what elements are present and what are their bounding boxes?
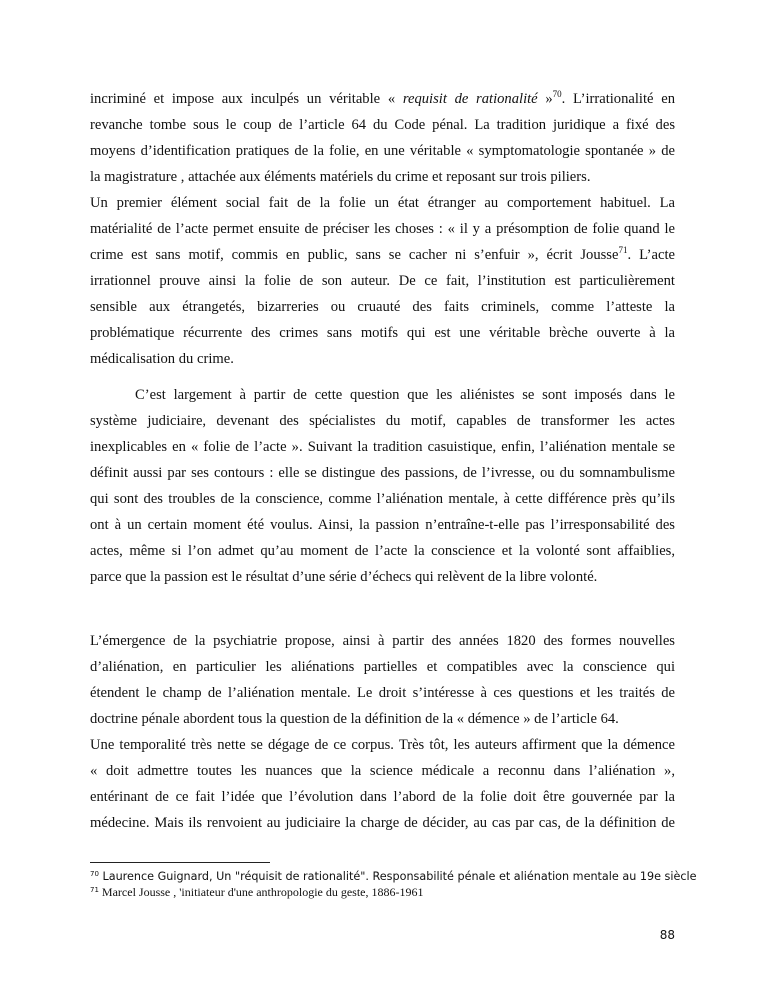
body-line-7: crime est sans motif, commis en public, sans se cacher ni s’enfuir », écrit Jousse$^{71}$. L’acte (90, 245, 675, 263)
body-line-22: étendent le champ de l’aliénation mentale. Le droit s’intéresse à ces questions et les traités de (90, 685, 675, 701)
body-line-5: Un premier élément social fait de la folie un état étranger au comportement habituel. La (90, 195, 675, 211)
body-line-11: médicalisation du crime. (90, 351, 234, 367)
body-line-1: incriminé et impose aux inculpés un véritable « requisit de rationalité »$^{70}$. L’irrationalité en (90, 89, 675, 107)
body-line-13: système judiciaire, devenant des spécialistes du motif, capables de transformer les actes (90, 413, 675, 429)
body-line-6: matérialité de l’acte permet ensuite de préciser les choses : « il y a présomption de folie quand le (90, 221, 675, 237)
footnote-71-number: 71 (90, 886, 99, 894)
body-line-26: entérinant de ce fait l’idée que l’évolution dans l’abord de la folie doit être gouvernée par la (90, 789, 675, 805)
body-line-14: inexplicables en « folie de l’acte ». Suivant la tradition casuistique, enfin, l’aliénation mentale se (90, 439, 675, 455)
body-line-9: sensible aux étrangetés, bizarreries ou cruauté des faits criminels, comme l’atteste la (90, 299, 675, 315)
body-line-18: actes, même si l’on admet qu’au moment de l’acte la conscience et la volonté sont affaiblies, (90, 543, 675, 559)
footnote-ref-71[interactable]: 71 (618, 245, 628, 255)
body-line-15: définit aussi par ses contours : elle se distingue des passions, de l’ivresse, ou du somnambulisme (90, 465, 675, 481)
body-line-27: médecine. Mais ils renvoient au judiciaire la charge de décider, au cas par cas, de la définition de (90, 815, 675, 831)
footnote-70 (90, 870, 710, 884)
body-line-2: revanche tombe sous le coup de l’article 64 du Code pénal. La tradition juridique a fixé des (90, 117, 675, 133)
footnote-70-text: Laurence Guignard, Un "réquisit de rationalité". Responsabilité pénale et aliénation mentale au 19e siècle (98, 870, 697, 883)
body-line-3: moyens d’identification pratiques de la folie, en une véritable « symptomatologie spontanée » de (90, 143, 675, 159)
body-line-16: qui sont des troubles de la conscience, comme l’aliénation mentale, à cette différence près qu’ils (90, 491, 675, 507)
body-line-21: d’aliénation, en particulier les aliénations partielles et compatibles avec la conscience qui (90, 659, 675, 675)
footnote-71-text: Marcel Jousse , 'initiateur d'une anthropologie du geste, 1886-1961 (98, 885, 424, 899)
page-number: 88 (659, 928, 675, 942)
footnote-separator (90, 862, 270, 863)
footnote-71 (90, 885, 710, 900)
body-line-4: la magistrature , attachée aux éléments matériels du crime et reposant sur trois piliers. (90, 169, 591, 185)
body-line-25: « doit admettre toutes les nuances que la science médicale a reconnu dans l’aliénation », (90, 763, 675, 779)
body-line-17: ont à un certain moment été voulus. Ainsi, la passion n’entraîne-t-elle pas l’irresponsabilité des (90, 517, 675, 533)
body-line-12: C’est largement à partir de cette question que les aliénistes se sont imposés dans le (135, 387, 675, 403)
body-line-23: doctrine pénale abordent tous la question de la définition de la « démence » de l’article 64. (90, 711, 619, 727)
body-line-20: L’émergence de la psychiatrie propose, ainsi à partir des années 1820 des formes nouvelles (90, 633, 675, 649)
body-line-19: parce que la passion est le résultat d’une série d’échecs qui relèvent de la libre volonté. (90, 569, 598, 585)
footnote-70-number: 70 (90, 870, 99, 878)
footnote-ref-70[interactable]: 70 (552, 89, 562, 99)
body-line-24: Une temporalité très nette se dégage de ce corpus. Très tôt, les auteurs affirment que la démence (90, 737, 675, 753)
body-line-10: problématique récurrente des crimes sans motifs qui est une véritable brèche ouverte à la (90, 325, 675, 341)
body-line-8: irrationnel prouve ainsi la folie de son auteur. De ce fait, l’institution est particulièrement (90, 273, 675, 289)
